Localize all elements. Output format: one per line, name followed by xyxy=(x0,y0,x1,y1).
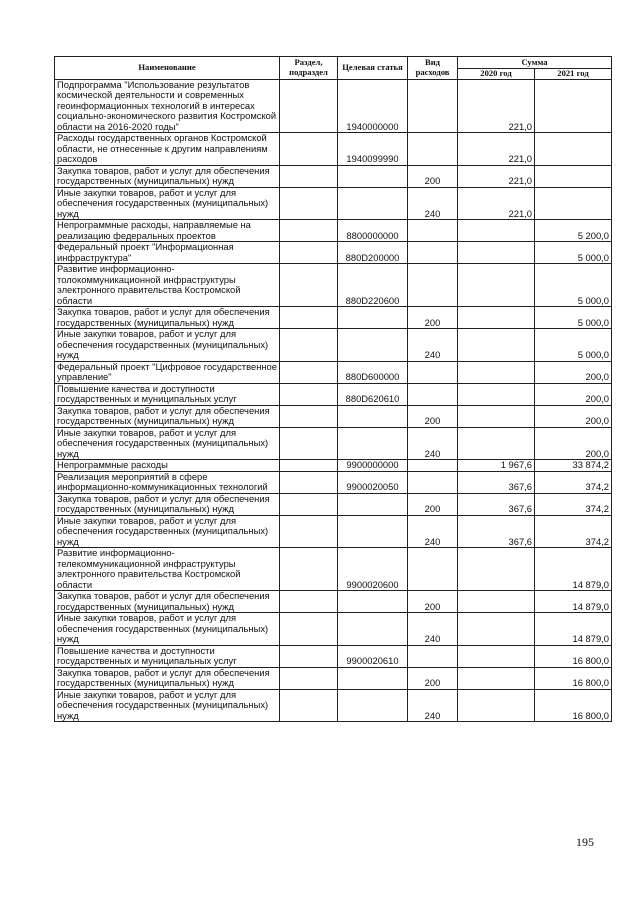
row-sum-2021-cell: 14 879,0 xyxy=(535,613,612,646)
row-target-cell xyxy=(338,591,408,613)
row-sum-2020-cell: 221,0 xyxy=(458,187,535,220)
row-section-cell xyxy=(280,165,338,187)
table-row xyxy=(55,242,612,264)
header-year-2020: 2020 год xyxy=(458,69,535,80)
row-name-cell: Развитие информационно-толокоммуникационной инфраструктуры электронного правительства Костромской области xyxy=(55,264,280,307)
row-sum-2021-cell xyxy=(535,133,612,166)
row-name-cell: Иные закупки товаров, работ и услуг для обеспечения государственных (муниципальных) нужд xyxy=(55,427,280,460)
row-section-cell xyxy=(280,220,338,242)
row-name-cell: Иные закупки товаров, работ и услуг для обеспечения государственных (муниципальных) нужд xyxy=(55,689,280,722)
row-name-cell: Закупка товаров, работ и услуг для обеспечения государственных (муниципальных) нужд xyxy=(55,591,280,613)
row-type-cell xyxy=(408,133,458,166)
table-row xyxy=(55,329,612,362)
table-row xyxy=(55,383,612,405)
table-row xyxy=(55,460,612,472)
row-type-cell: 200 xyxy=(408,165,458,187)
table-row xyxy=(55,427,612,460)
row-sum-2020-cell xyxy=(458,645,535,667)
row-name-cell: Повышение качества и доступности государственных и муниципальных услуг xyxy=(55,645,280,667)
table-row xyxy=(55,667,612,689)
row-target-cell xyxy=(338,667,408,689)
row-sum-2020-cell xyxy=(458,361,535,383)
row-type-cell xyxy=(408,548,458,591)
row-type-cell: 240 xyxy=(408,613,458,646)
table-row xyxy=(55,405,612,427)
row-section-cell xyxy=(280,329,338,362)
row-sum-2020-cell xyxy=(458,548,535,591)
row-name-cell: Закупка товаров, работ и услуг для обеспечения государственных (муниципальных) нужд xyxy=(55,165,280,187)
header-section: Раздел, подраздел xyxy=(280,57,338,80)
header-name: Наименование xyxy=(55,57,280,80)
row-target-cell xyxy=(338,329,408,362)
row-type-cell xyxy=(408,471,458,493)
row-target-cell xyxy=(338,405,408,427)
table-row xyxy=(55,515,612,548)
header-year-2021: 2021 год xyxy=(535,69,612,80)
row-name-cell: Реализация мероприятий в сфере информационно-коммуникационных технологий xyxy=(55,471,280,493)
row-sum-2020-cell xyxy=(458,591,535,613)
row-target-cell: 880D620610 xyxy=(338,383,408,405)
row-section-cell xyxy=(280,383,338,405)
row-section-cell xyxy=(280,460,338,472)
row-type-cell: 200 xyxy=(408,307,458,329)
row-sum-2021-cell: 5 200,0 xyxy=(535,220,612,242)
table-row xyxy=(55,613,612,646)
row-target-cell: 880D220600 xyxy=(338,264,408,307)
table-row xyxy=(55,548,612,591)
row-sum-2020-cell: 367,6 xyxy=(458,493,535,515)
row-target-cell: 1940099990 xyxy=(338,133,408,166)
row-name-cell: Иные закупки товаров, работ и услуг для обеспечения государственных (муниципальных) нужд xyxy=(55,187,280,220)
table-row xyxy=(55,220,612,242)
row-name-cell: Федеральный проект "Цифровое государственное управление" xyxy=(55,361,280,383)
row-sum-2021-cell: 5 000,0 xyxy=(535,307,612,329)
row-sum-2021-cell: 16 800,0 xyxy=(535,645,612,667)
row-sum-2020-cell: 367,6 xyxy=(458,471,535,493)
row-section-cell xyxy=(280,307,338,329)
row-target-cell: 1940000000 xyxy=(338,79,408,133)
row-target-cell: 880D600000 xyxy=(338,361,408,383)
row-type-cell xyxy=(408,242,458,264)
row-name-cell: Развитие информационно-телекоммуникационной инфраструктуры электронного правительства Костромской области xyxy=(55,548,280,591)
row-section-cell xyxy=(280,187,338,220)
table-row xyxy=(55,689,612,722)
header-target: Целевая статья xyxy=(338,57,408,80)
row-name-cell: Иные закупки товаров, работ и услуг для обеспечения государственных (муниципальных) нужд xyxy=(55,613,280,646)
table-row xyxy=(55,133,612,166)
table-row xyxy=(55,361,612,383)
row-sum-2021-cell: 14 879,0 xyxy=(535,548,612,591)
row-sum-2021-cell: 16 800,0 xyxy=(535,667,612,689)
row-target-cell: 8800000000 xyxy=(338,220,408,242)
row-type-cell xyxy=(408,361,458,383)
row-sum-2020-cell xyxy=(458,242,535,264)
row-type-cell: 200 xyxy=(408,591,458,613)
row-sum-2020-cell xyxy=(458,613,535,646)
row-sum-2020-cell xyxy=(458,427,535,460)
row-name-cell: Повышение качества и доступности государственных и муниципальных услуг xyxy=(55,383,280,405)
row-section-cell xyxy=(280,493,338,515)
row-section-cell xyxy=(280,405,338,427)
row-target-cell xyxy=(338,493,408,515)
row-type-cell: 240 xyxy=(408,329,458,362)
row-target-cell xyxy=(338,515,408,548)
budget-table xyxy=(54,56,612,722)
table-row xyxy=(55,79,612,133)
row-type-cell xyxy=(408,460,458,472)
row-type-cell xyxy=(408,220,458,242)
table-row xyxy=(55,471,612,493)
row-sum-2021-cell xyxy=(535,165,612,187)
table-row xyxy=(55,187,612,220)
row-sum-2021-cell: 200,0 xyxy=(535,427,612,460)
row-sum-2020-cell xyxy=(458,264,535,307)
row-name-cell: Закупка товаров, работ и услуг для обеспечения государственных (муниципальных) нужд xyxy=(55,493,280,515)
row-target-cell xyxy=(338,427,408,460)
row-sum-2021-cell: 200,0 xyxy=(535,383,612,405)
row-sum-2020-cell: 367,6 xyxy=(458,515,535,548)
row-sum-2020-cell xyxy=(458,307,535,329)
row-section-cell xyxy=(280,79,338,133)
row-type-cell: 200 xyxy=(408,493,458,515)
row-sum-2021-cell: 374,2 xyxy=(535,471,612,493)
table-row xyxy=(55,264,612,307)
row-target-cell: 9900000000 xyxy=(338,460,408,472)
row-target-cell xyxy=(338,187,408,220)
row-sum-2021-cell: 33 874,2 xyxy=(535,460,612,472)
row-sum-2021-cell: 5 000,0 xyxy=(535,242,612,264)
row-sum-2020-cell xyxy=(458,220,535,242)
row-section-cell xyxy=(280,427,338,460)
row-type-cell xyxy=(408,645,458,667)
row-target-cell: 9900020050 xyxy=(338,471,408,493)
row-sum-2020-cell xyxy=(458,667,535,689)
row-section-cell xyxy=(280,515,338,548)
row-sum-2020-cell: 1 967,6 xyxy=(458,460,535,472)
row-type-cell xyxy=(408,79,458,133)
row-name-cell: Иные закупки товаров, работ и услуг для обеспечения государственных (муниципальных) нужд xyxy=(55,515,280,548)
row-sum-2021-cell: 200,0 xyxy=(535,361,612,383)
row-sum-2021-cell: 200,0 xyxy=(535,405,612,427)
row-section-cell xyxy=(280,689,338,722)
row-target-cell xyxy=(338,689,408,722)
row-sum-2021-cell xyxy=(535,187,612,220)
row-section-cell xyxy=(280,242,338,264)
row-type-cell: 240 xyxy=(408,689,458,722)
row-section-cell xyxy=(280,591,338,613)
row-target-cell xyxy=(338,307,408,329)
row-section-cell xyxy=(280,645,338,667)
row-type-cell: 200 xyxy=(408,405,458,427)
row-section-cell xyxy=(280,133,338,166)
row-type-cell: 200 xyxy=(408,667,458,689)
row-sum-2020-cell xyxy=(458,405,535,427)
row-target-cell: 9900020610 xyxy=(338,645,408,667)
row-name-cell: Закупка товаров, работ и услуг для обеспечения государственных (муниципальных) нужд xyxy=(55,307,280,329)
row-section-cell xyxy=(280,548,338,591)
row-sum-2021-cell xyxy=(535,79,612,133)
row-sum-2021-cell: 374,2 xyxy=(535,493,612,515)
row-sum-2021-cell: 374,2 xyxy=(535,515,612,548)
table-row xyxy=(55,165,612,187)
row-type-cell: 240 xyxy=(408,427,458,460)
row-target-cell xyxy=(338,165,408,187)
row-target-cell xyxy=(338,613,408,646)
row-section-cell xyxy=(280,264,338,307)
row-sum-2020-cell xyxy=(458,383,535,405)
row-sum-2020-cell xyxy=(458,689,535,722)
table-row xyxy=(55,493,612,515)
row-sum-2021-cell: 14 879,0 xyxy=(535,591,612,613)
row-type-cell: 240 xyxy=(408,187,458,220)
row-name-cell: Закупка товаров, работ и услуг для обеспечения государственных (муниципальных) нужд xyxy=(55,405,280,427)
row-section-cell xyxy=(280,613,338,646)
row-section-cell xyxy=(280,361,338,383)
row-name-cell: Непрограммные расходы xyxy=(55,460,280,472)
row-name-cell: Подпрограмма "Использование результатов космической деятельности и современных геоинформационных технологий в интересах социально-экономического развития Костромской области на 2016-2020 годы" xyxy=(55,79,280,133)
row-sum-2020-cell: 221,0 xyxy=(458,79,535,133)
table-row xyxy=(55,591,612,613)
table-row xyxy=(55,645,612,667)
row-sum-2021-cell: 5 000,0 xyxy=(535,329,612,362)
table-row xyxy=(55,307,612,329)
table-body xyxy=(55,79,612,722)
row-target-cell: 9900020600 xyxy=(338,548,408,591)
row-type-cell: 240 xyxy=(408,515,458,548)
row-sum-2021-cell: 5 000,0 xyxy=(535,264,612,307)
row-section-cell xyxy=(280,471,338,493)
row-name-cell: Расходы государственных органов Костромской области, не отнесенные к другим направлениям расходов xyxy=(55,133,280,166)
row-section-cell xyxy=(280,667,338,689)
row-target-cell: 880D200000 xyxy=(338,242,408,264)
row-sum-2021-cell: 16 800,0 xyxy=(535,689,612,722)
row-name-cell: Закупка товаров, работ и услуг для обеспечения государственных (муниципальных) нужд xyxy=(55,667,280,689)
header-exp-type: Вид расходов xyxy=(408,57,458,80)
row-name-cell: Непрограммные расходы, направляемые на реализацию федеральных проектов xyxy=(55,220,280,242)
row-type-cell xyxy=(408,264,458,307)
table-header xyxy=(55,57,612,80)
row-name-cell: Федеральный проект "Информационная инфраструктура" xyxy=(55,242,280,264)
page-number: 195 xyxy=(576,835,594,849)
row-type-cell xyxy=(408,383,458,405)
row-name-cell: Иные закупки товаров, работ и услуг для обеспечения государственных (муниципальных) нужд xyxy=(55,329,280,362)
row-sum-2020-cell: 221,0 xyxy=(458,165,535,187)
row-sum-2020-cell xyxy=(458,329,535,362)
row-sum-2020-cell: 221,0 xyxy=(458,133,535,166)
header-sum: Сумма xyxy=(458,57,612,69)
